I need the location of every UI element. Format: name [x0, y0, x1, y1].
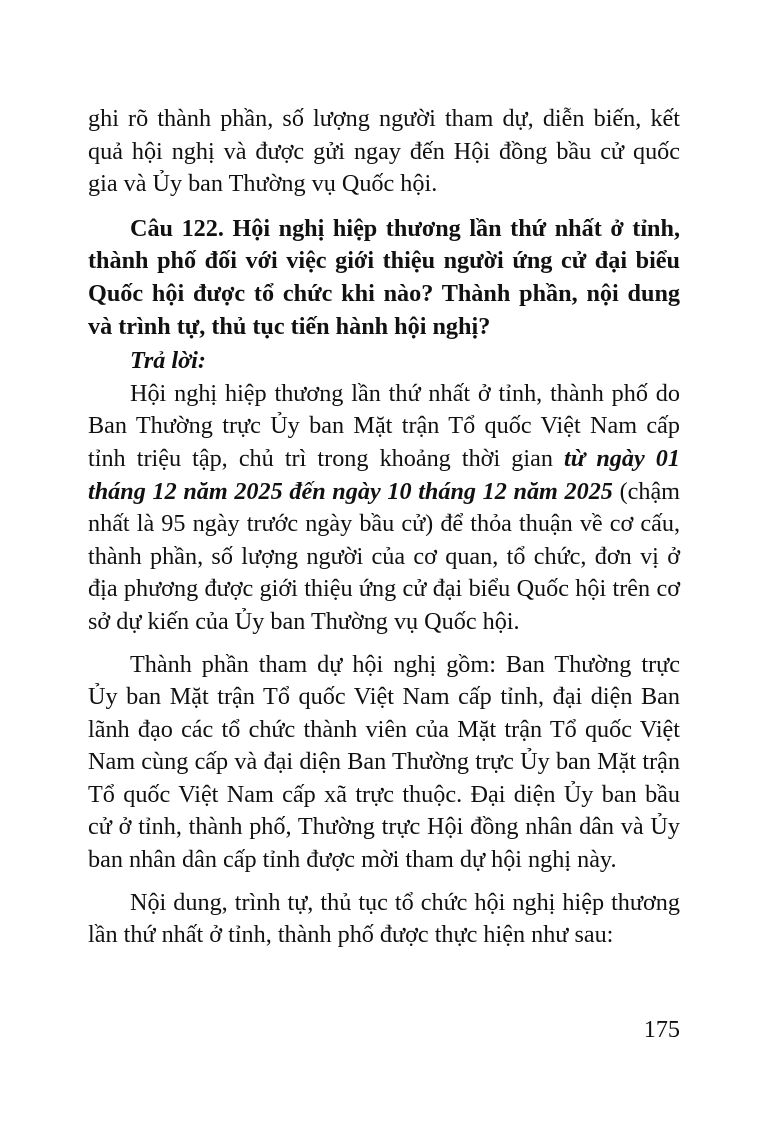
paragraph-timing: [88, 378, 680, 639]
answer-label: Trả lời:: [130, 347, 206, 375]
page-number: 175: [643, 1016, 680, 1043]
paragraph-timing-lead: Hội nghị hiệp thương lần thứ nhất ở tỉnh, thành phố do Ban Thường trực Ủy ban Mặt trận Tổ quốc Việt Nam cấp tỉnh triệu tập, chủ trì trong khoảng thời gian: [88, 379, 680, 472]
paragraph-timing-tail: (chậm nhất là 95 ngày trước ngày bầu cử) để thỏa thuận về cơ cấu, thành phần, số lượng người của cơ quan, tổ chức, đơn vị ở địa phương được giới thiệu ứng cử đại biểu Quốc hội trên cơ sở dự kiến của Ủy ban Thường vụ Quốc hội.: [88, 477, 680, 635]
paragraph-participants: Thành phần tham dự hội nghị gồm: Ban Thường trực Ủy ban Mặt trận Tổ quốc Việt Nam cấp tỉnh, đại diện Ban lãnh đạo các tổ chức thành viên của Mặt trận Tổ quốc Việt Nam cùng cấp và đại diện Ban Thường trực Ủy ban Mặt trận Tổ quốc Việt Nam cấp xã trực thuộc. Đại diện Ủy ban bầu cử ở tỉnh, thành phố, Thường trực Hội đồng nhân dân và Ủy ban nhân dân cấp tỉnh được mời tham dự hội nghị này.: [88, 650, 680, 874]
paragraph-procedure: Nội dung, trình tự, thủ tục tổ chức hội nghị hiệp thương lần thứ nhất ở tỉnh, thành phố được thực hiện như sau:: [88, 888, 680, 949]
question-heading: Câu 122. Hội nghị hiệp thương lần thứ nhất ở tỉnh, thành phố đối với việc giới thiệu người ứng cử đại biểu Quốc hội được tổ chức khi nào? Thành phần, nội dung và trình tự, thủ tục tiến hành hội nghị?: [88, 214, 680, 340]
date-range-emphasis: từ ngày 01 tháng 12 năm 2025 đến ngày 10 tháng 12 năm 2025: [88, 444, 680, 505]
continuation-paragraph: ghi rõ thành phần, số lượng người tham dự, diễn biến, kết quả hội nghị và được gửi ngay đến Hội đồng bầu cử quốc gia và Ủy ban Thường vụ Quốc hội.: [88, 105, 680, 198]
page-body: [88, 103, 680, 952]
